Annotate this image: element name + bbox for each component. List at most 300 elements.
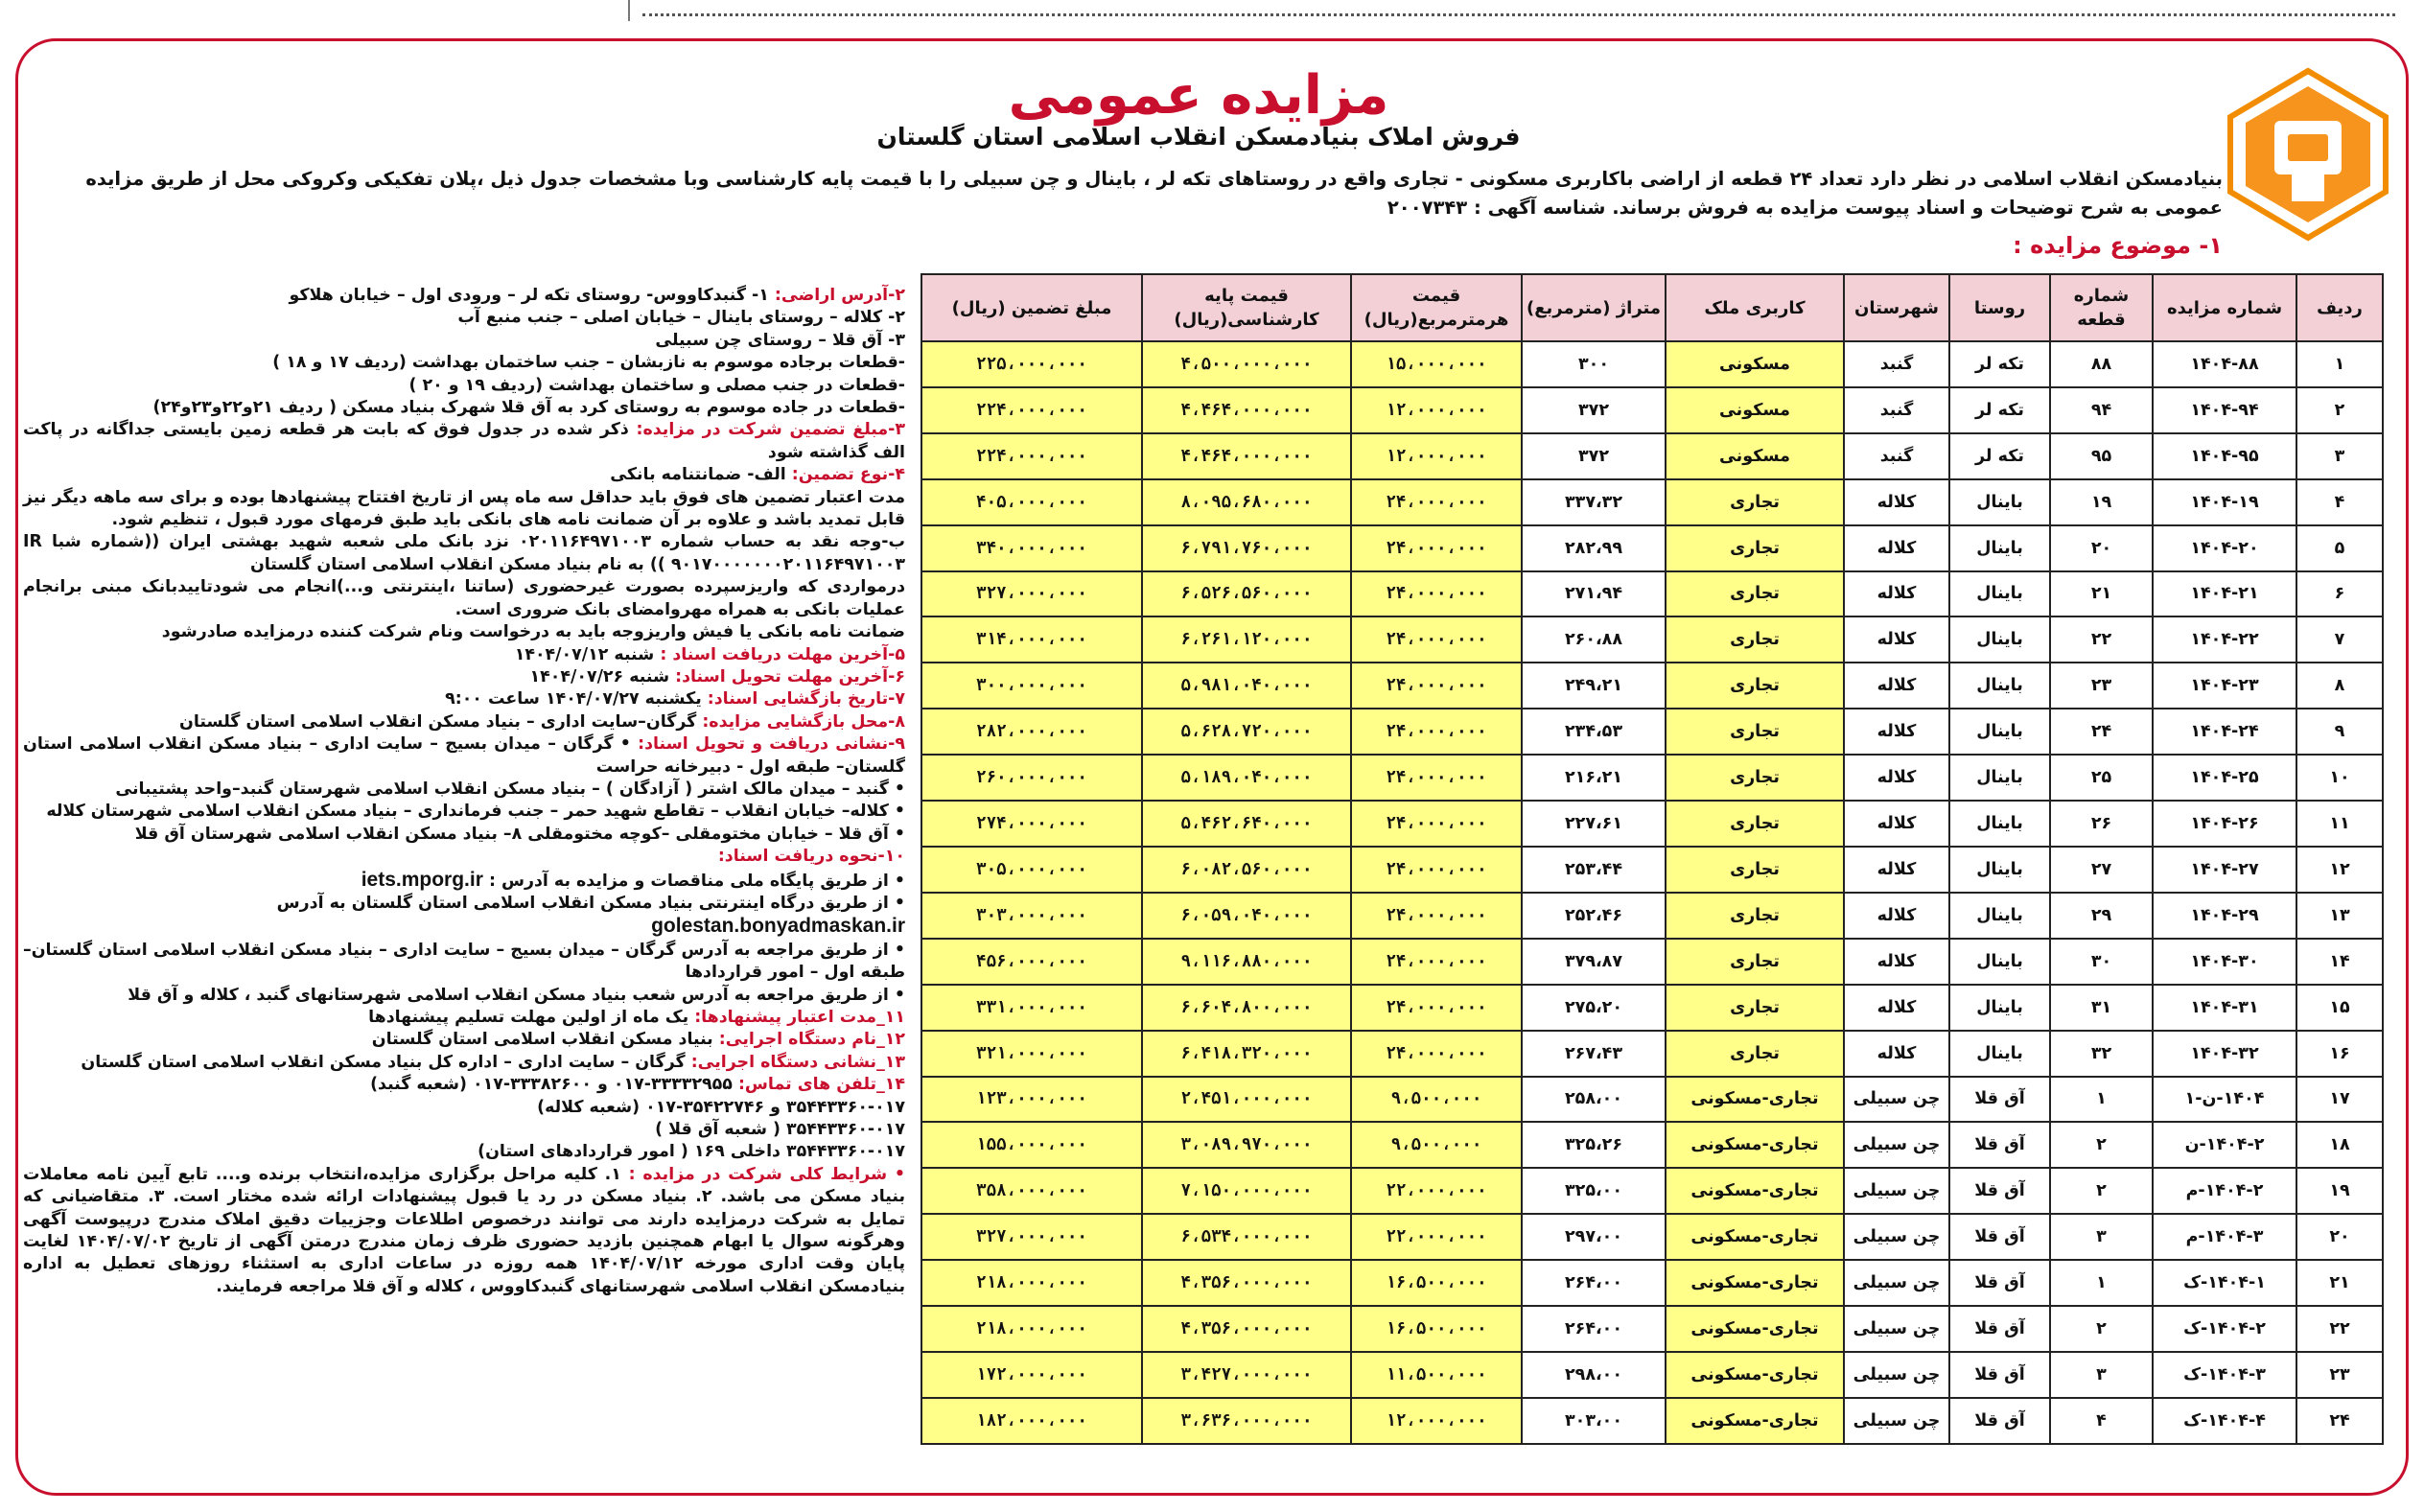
table-cell: ۳۲۷،۰۰۰،۰۰۰ xyxy=(921,571,1142,617)
table-cell: ۶،۰۵۹،۰۴۰،۰۰۰ xyxy=(1142,893,1351,939)
table-cell: ۳۰۰،۰۰۰،۰۰۰ xyxy=(921,663,1142,709)
table-cell: تجاری-مسکونی xyxy=(1666,1214,1844,1260)
table-cell: باینال xyxy=(1949,801,2050,847)
table-row xyxy=(921,985,2383,1031)
table-cell: ۶،۶۰۴،۸۰۰،۰۰۰ xyxy=(1142,985,1351,1031)
table-cell: کلاله xyxy=(1844,571,1949,617)
table-cell: تجاری-مسکونی xyxy=(1666,1122,1844,1168)
table-cell: گنبد xyxy=(1844,433,1949,479)
table-cell: ۴ xyxy=(2050,1398,2153,1444)
table-cell: ۲۱ xyxy=(2050,571,2153,617)
condition-item xyxy=(23,487,905,532)
table-cell: ۲۲۵،۰۰۰،۰۰۰ xyxy=(921,341,1142,387)
table-cell: ۲۰ xyxy=(2296,1214,2383,1260)
condition-item xyxy=(23,375,905,397)
condition-text: یکشنبه ۱۴۰۴/۰۷/۲۷ ساعت ۹:۰۰ xyxy=(445,689,708,709)
condition-heading: ۷-تاریخ بازگشایی اسناد: xyxy=(707,689,905,709)
table-row xyxy=(921,709,2383,755)
table-row xyxy=(921,939,2383,985)
table-cell: ۲ xyxy=(2050,1306,2153,1352)
table-cell: آق قلا xyxy=(1949,1260,2050,1306)
condition-item xyxy=(23,1097,905,1119)
table-cell: ۸ xyxy=(2296,663,2383,709)
table-cell: ۲۴ xyxy=(2050,709,2153,755)
condition-text: • گنبد – میدان مالک اشتر ( آزادگان ) – بنیاد مسکن انقلاب اسلامی شهرستان گنبد–واحد پشتیبانی xyxy=(115,779,905,799)
table-cell: ۳۴۰،۰۰۰،۰۰۰ xyxy=(921,525,1142,571)
condition-item xyxy=(23,352,905,374)
condition-text: ب-وجه نقد به حساب شماره ۰۲۰۱۱۶۴۹۷۱۰۰۳ نزد بانک ملی شعبه شهید بهشتی ایران ((شماره شبا IR ۹۰۱۷۰۰۰۰۰۰۰۲۰۱۱۶۴۹۷۱۰۰۳ )) به نام بنیاد مسکن انقلاب اسلامی استان گلستان xyxy=(23,532,905,574)
column-header: متراژ (مترمربع) xyxy=(1522,274,1666,341)
condition-item xyxy=(23,531,905,576)
table-cell: ۱۴۰۴-۲۳ xyxy=(2153,663,2296,709)
table-cell: ۱۴۰۴-۳۰ xyxy=(2153,939,2296,985)
table-cell: چن سبیلی xyxy=(1844,1214,1949,1260)
table-cell: ۱۴۰۴-۲-ن xyxy=(2153,1122,2296,1168)
table-cell: ۲۵ xyxy=(2050,755,2153,801)
table-cell: ۲۳ xyxy=(2050,663,2153,709)
table-cell: ۳۷۹،۸۷ xyxy=(1522,939,1666,985)
table-cell: آق قلا xyxy=(1949,1168,2050,1214)
table-cell: تجاری xyxy=(1666,709,1844,755)
table-cell: چن سبیلی xyxy=(1844,1398,1949,1444)
column-header: مبلغ تضمین (ریال) xyxy=(921,274,1142,341)
subject-heading: ۱- موضوع مزایده : xyxy=(2013,232,2223,259)
table-row xyxy=(921,663,2383,709)
table-cell: چن سبیلی xyxy=(1844,1352,1949,1398)
condition-text: ۳۵۴۴۳۳۶۰-۰۱۷ ( شعبه آق قلا ) xyxy=(655,1120,905,1140)
table-cell: تجاری-مسکونی xyxy=(1666,1260,1844,1306)
table-cell: ۱۴۰۴-۲۴ xyxy=(2153,709,2296,755)
table-cell: تکه لر xyxy=(1949,341,2050,387)
column-header: ردیف xyxy=(2296,274,2383,341)
table-cell: ۹،۵۰۰،۰۰۰ xyxy=(1351,1077,1522,1123)
table-cell: باینال xyxy=(1949,847,2050,893)
table-cell: چن سبیلی xyxy=(1844,1122,1949,1168)
page-title: مزایده عمومی xyxy=(1008,64,1389,127)
table-cell: ۲۶۰،۰۰۰،۰۰۰ xyxy=(921,755,1142,801)
table-cell: چن سبیلی xyxy=(1844,1306,1949,1352)
table-cell: ۹۴ xyxy=(2050,387,2153,433)
condition-item xyxy=(23,1029,905,1051)
table-cell: ۱۷۲،۰۰۰،۰۰۰ xyxy=(921,1352,1142,1398)
condition-item xyxy=(23,307,905,329)
table-cell: باینال xyxy=(1949,663,2050,709)
condition-item xyxy=(23,419,905,464)
table-cell: تجاری xyxy=(1666,663,1844,709)
table-cell: باینال xyxy=(1949,755,2050,801)
condition-item xyxy=(23,576,905,621)
table-row xyxy=(921,387,2383,433)
table-cell: ۱۵،۰۰۰،۰۰۰ xyxy=(1351,341,1522,387)
table-cell: ۲۴،۰۰۰،۰۰۰ xyxy=(1351,847,1522,893)
table-cell: ۲۴،۰۰۰،۰۰۰ xyxy=(1351,709,1522,755)
condition-heading: ۸-محل بازگشایی مزایده: xyxy=(702,711,905,732)
condition-item xyxy=(23,1052,905,1074)
table-cell: ۳۰۳،۰۰۰،۰۰۰ xyxy=(921,893,1142,939)
condition-item xyxy=(23,644,905,666)
table-body xyxy=(921,341,2383,1444)
table-cell: ۲ xyxy=(2050,1168,2153,1214)
table-cell: ۲۵۲،۴۶ xyxy=(1522,893,1666,939)
table-cell: ۲۹۸،۰۰ xyxy=(1522,1352,1666,1398)
condition-item xyxy=(23,711,905,733)
table-cell: ۸۸ xyxy=(2050,341,2153,387)
column-header: روستا xyxy=(1949,274,2050,341)
condition-text: ۱. کلیه مراحل برگزاری مزایده،انتخاب برنده و.... تابع آیین نامه معاملات بنیاد مسکن می باشد. ۲. بنیاد مسکن در رد یا قبول پیشنهادات ارائه شده مختار است. ۳. متقاضیانی که تمایل به شرکت درمزایده دارند می توانند درخصوص اطلاعات وجزییات دقیق املاک مندرج درپیوست آگهی وهرگونه سوال یا ابهام همچنین بازدید حضوری ظرف زمان مندرج درمتن آگهی از تاریخ ۱۴۰۴/۰۷/۰۲ لغایت پایان وقت اداری مورخه ۱۴۰۴/۰۷/۱۲ همه روزه در ساعات اداری به استثناء روزهای تعطیل به اداره بنیادمسکن انقلاب اسلامی شهرستانهای گنبدکاووس ، کلاله و آق قلا مراجعه فرمایند. xyxy=(23,1164,905,1296)
table-row xyxy=(921,847,2383,893)
table-cell: تجاری xyxy=(1666,801,1844,847)
table-cell: باینال xyxy=(1949,479,2050,525)
table-cell: ۲۶۷،۴۳ xyxy=(1522,1031,1666,1077)
condition-text: -قطعات در جنب مصلی و ساختمان بهداشت (ردیف ۱۹ و ۲۰ ) xyxy=(408,375,905,395)
table-cell: کلاله xyxy=(1844,893,1949,939)
table-cell: ۵،۹۸۱،۰۴۰،۰۰۰ xyxy=(1142,663,1351,709)
table-cell: ۱۹ xyxy=(2296,1168,2383,1214)
table-cell: ۲۴،۰۰۰،۰۰۰ xyxy=(1351,616,1522,663)
table-cell: ۳۷۲ xyxy=(1522,433,1666,479)
table-cell: چن سبیلی xyxy=(1844,1260,1949,1306)
condition-text: ذکر شده در جدول فوق که بابت هر قطعه زمین بایستی جداگانه در پاکت الف گذاشته شود xyxy=(23,420,905,462)
table-cell: تجاری-مسکونی xyxy=(1666,1306,1844,1352)
table-cell: ۴،۵۰۰،۰۰۰،۰۰۰ xyxy=(1142,341,1351,387)
table-cell: ۳۲۵،۲۶ xyxy=(1522,1122,1666,1168)
table-cell: ۴،۴۶۴،۰۰۰،۰۰۰ xyxy=(1142,387,1351,433)
column-header: شماره قطعه xyxy=(2050,274,2153,341)
table-cell: ۲۹۷،۰۰ xyxy=(1522,1214,1666,1260)
table-cell: ۲۱۸،۰۰۰،۰۰۰ xyxy=(921,1306,1142,1352)
condition-heading: ۳-مبلغ تضمین شرکت در مزایده: xyxy=(636,420,906,440)
table-cell: ۳۰۰ xyxy=(1522,341,1666,387)
table-cell: ۲۴،۰۰۰،۰۰۰ xyxy=(1351,893,1522,939)
table-cell: ۱۲۳،۰۰۰،۰۰۰ xyxy=(921,1077,1142,1123)
table-cell: ۴،۳۵۶،۰۰۰،۰۰۰ xyxy=(1142,1260,1351,1306)
condition-item xyxy=(23,1007,905,1029)
top-separator xyxy=(628,0,630,21)
condition-text: ۳- آق قلا – روستای چن سبیلی xyxy=(655,330,905,350)
table-cell: ۶،۰۸۲،۵۶۰،۰۰۰ xyxy=(1142,847,1351,893)
table-cell: ۱۴۰۴-۹۴ xyxy=(2153,387,2296,433)
condition-heading: ۱۴_تلفن های تماس: xyxy=(737,1075,905,1095)
table-cell: ۳۰ xyxy=(2050,939,2153,985)
table-row xyxy=(921,1122,2383,1168)
condition-text: ۲- کلاله – روستای باینال – خیابان اصلی – جنب منبع آب xyxy=(457,308,905,328)
table-row xyxy=(921,479,2383,525)
table-cell: تجاری xyxy=(1666,616,1844,663)
condition-heading: ۴-نوع تضمین: xyxy=(791,465,905,485)
condition-heading: ۱۱_مدت اعتبار پیشنهادها: xyxy=(694,1008,905,1027)
condition-text: الف- ضمانتنامه بانکی xyxy=(610,465,792,485)
table-cell: مسکونی xyxy=(1666,387,1844,433)
condition-text: -قطعات در جاده موسوم به روستای کرد به آق قلا شهرک بنیاد مسکن ( ردیف ۲۱و۲۲و۲۳و۲۴) xyxy=(152,398,905,418)
table-cell: ۶،۲۶۱،۱۲۰،۰۰۰ xyxy=(1142,616,1351,663)
table-cell: ۲۳۴،۵۳ xyxy=(1522,709,1666,755)
table-cell: ۱۸ xyxy=(2296,1122,2383,1168)
condition-item xyxy=(23,1074,905,1096)
condition-text: • کلاله– خیابان انقلاب – تقاطع شهید حمر – جنب فرمانداری – بنیاد مسکن انقلاب اسلامی شهرستان کلاله xyxy=(46,802,905,822)
table-cell: ۲۲،۰۰۰،۰۰۰ xyxy=(1351,1168,1522,1214)
table-cell: ۳۱۴،۰۰۰،۰۰۰ xyxy=(921,616,1142,663)
condition-item xyxy=(23,824,905,846)
table-cell: ۷ xyxy=(2296,616,2383,663)
column-header: شماره مزایده xyxy=(2153,274,2296,341)
condition-text: ۳۳۳۳۲۹۵۵-۰۱۷ و ۳۳۳۸۲۶۰۰-۰۱۷ (شعبه گنبد) xyxy=(370,1075,738,1095)
table-cell: گنبد xyxy=(1844,387,1949,433)
condition-item xyxy=(23,846,905,868)
table-cell: تجاری xyxy=(1666,755,1844,801)
table-cell: ۱۴۰۴-۴-ک xyxy=(2153,1398,2296,1444)
table-cell: ۷،۱۵۰،۰۰۰،۰۰۰ xyxy=(1142,1168,1351,1214)
table-cell: کلاله xyxy=(1844,985,1949,1031)
table-cell: ۱۴۰۴-۲۶ xyxy=(2153,801,2296,847)
table-cell: ۱۴۰۴-۲۵ xyxy=(2153,755,2296,801)
table-cell: باینال xyxy=(1949,893,2050,939)
table-cell: ۲۷۴،۰۰۰،۰۰۰ xyxy=(921,801,1142,847)
condition-text: مدت اعتبار تضمین های فوق باید حداقل سه ماه پس از تاریخ افتتاح پیشنهادها بوده و برای سه ماهه دیگر نیز قابل تمدید باشد و علاوه بر آن ضمانت نامه های بانکی باید طبق فرمهای مورد قبول ، تنظیم شود. xyxy=(23,487,905,530)
table-cell: ۱۴۰۴-۲۱ xyxy=(2153,571,2296,617)
condition-text: • از طریق مراجعه به آدرس شعب بنیاد مسکن انقلاب اسلامی شهرستانهای گنبد ، کلاله و آق قلا xyxy=(128,985,905,1005)
table-cell: آق قلا xyxy=(1949,1398,2050,1444)
table-cell: ۳۱ xyxy=(2050,985,2153,1031)
intro-paragraph: بنیادمسکن انقلاب اسلامی در نظر دارد تعداد ۲۴ قطعه از اراضی باکاربری مسکونی - تجاری واقع در روستاهای تکه لر ، باینال و چن سبیلی را با قیمت پایه کارشناسی وبا مشخصات جدول ذیل ،پلان تفکیکی وکروکی محل از طریق مزایده عمومی به شرح توضیحات و اسناد پیوست مزایده به فروش برساند. شناسه آگهی : ۲۰۰۷۳۴۳ xyxy=(85,168,2223,219)
condition-text: ۳۵۴۴۳۳۶۰-۰۱۷ و ۳۵۴۲۲۷۴۶-۰۱۷ (شعبه کلاله) xyxy=(537,1097,905,1117)
house-logo xyxy=(2223,65,2393,247)
table-cell: ۲۴ xyxy=(2296,1398,2383,1444)
table-cell: ۱۶،۵۰۰،۰۰۰ xyxy=(1351,1260,1522,1306)
table-cell: ۱ xyxy=(2296,341,2383,387)
table-cell: ۱۲ xyxy=(2296,847,2383,893)
table-cell: ۱۴۰۴-۲۰ xyxy=(2153,525,2296,571)
table-cell: آق قلا xyxy=(1949,1122,2050,1168)
table-cell: ۱۴۰۴-۱۹ xyxy=(2153,479,2296,525)
table-cell: ۱۴۰۴-۳۲ xyxy=(2153,1031,2296,1077)
table-row xyxy=(921,1214,2383,1260)
table-cell: ۲۲ xyxy=(2296,1306,2383,1352)
condition-item xyxy=(23,330,905,352)
table-cell: ۱ xyxy=(2050,1260,2153,1306)
table-cell: ۸،۰۹۵،۶۸۰،۰۰۰ xyxy=(1142,479,1351,525)
table-cell: ۶ xyxy=(2296,571,2383,617)
table-cell: ۲۹ xyxy=(2050,893,2153,939)
condition-item xyxy=(23,915,905,939)
column-header: شهرستان xyxy=(1844,274,1949,341)
table-cell: ۹ xyxy=(2296,709,2383,755)
table-cell: ۶،۷۹۱،۷۶۰،۰۰۰ xyxy=(1142,525,1351,571)
condition-heading: ۲-آدرس اراضی: xyxy=(774,286,905,305)
condition-item xyxy=(23,1119,905,1141)
table-cell: باینال xyxy=(1949,985,2050,1031)
table-cell: ۲ xyxy=(2050,1122,2153,1168)
table-cell: ۱۶ xyxy=(2296,1031,2383,1077)
table-cell: ۲۴،۰۰۰،۰۰۰ xyxy=(1351,571,1522,617)
condition-text: • از طریق مراجعه به آدرس گرگان – میدان بسیج – سایت اداری – بنیاد مسکن انقلاب اسلامی استان گلستان– طبقه اول – امور قراردادها xyxy=(23,940,905,983)
table-cell: ۲۴،۰۰۰،۰۰۰ xyxy=(1351,755,1522,801)
table-cell: تجاری xyxy=(1666,1031,1844,1077)
table-cell: تکه لر xyxy=(1949,387,2050,433)
auction-table xyxy=(921,273,2384,1445)
condition-heading: ۱۰-نحوه دریافت اسناد: xyxy=(717,847,905,867)
table-cell: کلاله xyxy=(1844,801,1949,847)
table-cell: ۲۲۷،۶۱ xyxy=(1522,801,1666,847)
condition-item xyxy=(23,985,905,1007)
condition-text: ۳۵۴۴۳۳۶۰-۰۱۷ داخلی ۱۶۹ ( امور قراردادهای استان) xyxy=(478,1142,905,1162)
table-cell: باینال xyxy=(1949,1031,2050,1077)
table-cell: ۱۴۰۴-۳۱ xyxy=(2153,985,2296,1031)
table-cell: ۲۴،۰۰۰،۰۰۰ xyxy=(1351,939,1522,985)
condition-heading: ۱۲_نام دستگاه اجرایی: xyxy=(718,1030,905,1050)
table-cell: ۳۲۷،۰۰۰،۰۰۰ xyxy=(921,1214,1142,1260)
table-cell: ۱۴۰۴-۹۵ xyxy=(2153,433,2296,479)
table-cell: کلاله xyxy=(1844,1031,1949,1077)
condition-heading: ۱۳_نشانی دستگاه اجرایی: xyxy=(690,1052,905,1072)
table-cell: ۲۶ xyxy=(2050,801,2153,847)
table-cell: ۳ xyxy=(2050,1214,2153,1260)
table-cell: باینال xyxy=(1949,939,2050,985)
table-cell: ۲۱۸،۰۰۰،۰۰۰ xyxy=(921,1260,1142,1306)
table-cell: تجاری xyxy=(1666,847,1844,893)
condition-item xyxy=(23,1164,905,1298)
table-row xyxy=(921,755,2383,801)
table-cell: ۳۰۵،۰۰۰،۰۰۰ xyxy=(921,847,1142,893)
condition-text: درمواردی که واریزسپرده بصورت غیرحضوری (ساتنا ،اینترنتی و...)انجام می شودتاییدبانک مبنی برانجام عملیات بانکی به همراه مهروامضای بانک ضروری است. xyxy=(23,577,905,619)
top-border xyxy=(0,0,2424,29)
table-cell: ۲۶۴،۰۰ xyxy=(1522,1306,1666,1352)
table-cell: ۳۰۳،۰۰ xyxy=(1522,1398,1666,1444)
table-cell: کلاله xyxy=(1844,616,1949,663)
condition-item xyxy=(23,940,905,985)
table-cell: ۵،۶۲۸،۷۲۰،۰۰۰ xyxy=(1142,709,1351,755)
table-cell: ۲۱۶،۲۱ xyxy=(1522,755,1666,801)
table-cell: مسکونی xyxy=(1666,433,1844,479)
condition-item xyxy=(23,621,905,643)
table-cell: ۲۸۲،۰۰۰،۰۰۰ xyxy=(921,709,1142,755)
table-cell: ۴۵۶،۰۰۰،۰۰۰ xyxy=(921,939,1142,985)
table-cell: آق قلا xyxy=(1949,1214,2050,1260)
table-cell: ۵،۴۶۲،۶۴۰،۰۰۰ xyxy=(1142,801,1351,847)
condition-heading: ۵-آخرین مهلت دریافت اسناد : xyxy=(660,644,905,664)
table-cell: مسکونی xyxy=(1666,341,1844,387)
table-row xyxy=(921,525,2383,571)
table-cell: ۲۱ xyxy=(2296,1260,2383,1306)
table-row xyxy=(921,571,2383,617)
table-cell: ۳،۶۳۶،۰۰۰،۰۰۰ xyxy=(1142,1398,1351,1444)
condition-heading: ۶-آخرین مهلت تحویل اسناد: xyxy=(675,666,905,686)
table-row xyxy=(921,1260,2383,1306)
table-cell: ۲۴،۰۰۰،۰۰۰ xyxy=(1351,479,1522,525)
top-dotted-line xyxy=(642,13,2395,16)
table-cell: کلاله xyxy=(1844,939,1949,985)
table-cell: تجاری xyxy=(1666,479,1844,525)
condition-item xyxy=(23,733,905,779)
table-cell: باینال xyxy=(1949,616,2050,663)
table-cell: ۶،۴۱۸،۳۲۰،۰۰۰ xyxy=(1142,1031,1351,1077)
table-header-row xyxy=(921,274,2383,341)
table-cell: ۲۵۳،۴۴ xyxy=(1522,847,1666,893)
table-cell: ۱ xyxy=(2050,1077,2153,1123)
table-cell: ۲۴،۰۰۰،۰۰۰ xyxy=(1351,1031,1522,1077)
condition-item xyxy=(23,1141,905,1163)
table-cell: ۹،۱۱۶،۸۸۰،۰۰۰ xyxy=(1142,939,1351,985)
table-cell: ۳۷۲ xyxy=(1522,387,1666,433)
table-cell: ۲۴،۰۰۰،۰۰۰ xyxy=(1351,985,1522,1031)
table-row xyxy=(921,1168,2383,1214)
table-cell: ۱۰ xyxy=(2296,755,2383,801)
table-row xyxy=(921,1306,2383,1352)
table-cell: ۳۲۱،۰۰۰،۰۰۰ xyxy=(921,1031,1142,1077)
table-cell: کلاله xyxy=(1844,525,1949,571)
table-cell: ۴،۴۶۴،۰۰۰،۰۰۰ xyxy=(1142,433,1351,479)
table-cell: تجاری xyxy=(1666,939,1844,985)
table-row xyxy=(921,1352,2383,1398)
table-cell: ۲۲۴،۰۰۰،۰۰۰ xyxy=(921,387,1142,433)
condition-item xyxy=(23,688,905,710)
table-cell: ۱۲،۰۰۰،۰۰۰ xyxy=(1351,387,1522,433)
table-cell: ۱۴ xyxy=(2296,939,2383,985)
table-row xyxy=(921,341,2383,387)
table-cell: ۱۲،۰۰۰،۰۰۰ xyxy=(1351,1398,1522,1444)
condition-text: گرگان – سایت اداری – اداره کل بنیاد مسکن انقلاب اسلامی استان گلستان xyxy=(81,1052,691,1072)
table-row xyxy=(921,1398,2383,1444)
table-cell: ۱۴۰۴-۳-م xyxy=(2153,1214,2296,1260)
table-cell: ۶،۵۲۶،۵۶۰،۰۰۰ xyxy=(1142,571,1351,617)
table-cell: ۱۴۰۴-۲۲ xyxy=(2153,616,2296,663)
table-cell: ۱۴۰۴-۲-م xyxy=(2153,1168,2296,1214)
table-cell: ۳،۰۸۹،۹۷۰،۰۰۰ xyxy=(1142,1122,1351,1168)
condition-text: ۱- گنبدکاووس- روستای تکه لر – ورودی اول – خیابان هلاکو xyxy=(289,286,775,305)
table-cell: ۳،۴۲۷،۰۰۰،۰۰۰ xyxy=(1142,1352,1351,1398)
table-cell: ۲۲ xyxy=(2050,616,2153,663)
table-cell: ۲۶۰،۸۸ xyxy=(1522,616,1666,663)
condition-item xyxy=(23,285,905,307)
table-cell: تجاری xyxy=(1666,985,1844,1031)
web-address[interactable]: iets.mporg.ir xyxy=(361,868,483,891)
condition-heading: • شرایط کلی شرکت در مزایده : xyxy=(628,1164,905,1184)
condition-text: ضمانت نامه بانکی یا فیش واریزوجه باید به درخواست ونام شرکت کننده درمزایده صادرشود xyxy=(161,622,905,642)
table-cell: چن سبیلی xyxy=(1844,1077,1949,1123)
table-cell: کلاله xyxy=(1844,755,1949,801)
table-cell: ۲۶۴،۰۰ xyxy=(1522,1260,1666,1306)
table-cell: ۱۲،۰۰۰،۰۰۰ xyxy=(1351,433,1522,479)
table-cell: تجاری xyxy=(1666,525,1844,571)
table-cell: ۴،۳۵۶،۰۰۰،۰۰۰ xyxy=(1142,1306,1351,1352)
column-header: قیمت هرمترمربع(ریال) xyxy=(1351,274,1522,341)
condition-item xyxy=(23,801,905,823)
table-cell: آق قلا xyxy=(1949,1306,2050,1352)
condition-text: شنبه ۱۴۰۴/۰۷/۲۶ xyxy=(529,666,676,686)
table-row xyxy=(921,893,2383,939)
table-cell: ۲۲۴،۰۰۰،۰۰۰ xyxy=(921,433,1142,479)
table-cell: ۲،۴۵۱،۰۰۰،۰۰۰ xyxy=(1142,1077,1351,1123)
table-cell: ۲ xyxy=(2296,387,2383,433)
table-cell: تجاری-مسکونی xyxy=(1666,1077,1844,1123)
table-cell: ۲۴،۰۰۰،۰۰۰ xyxy=(1351,525,1522,571)
condition-text: • از طریق درگاه اینترنتی بنیاد مسکن انقلاب اسلامی استان گلستان به آدرس xyxy=(276,893,905,913)
condition-item xyxy=(23,893,905,915)
table-cell: ۱۴۰۴-۱-ک xyxy=(2153,1260,2296,1306)
condition-text: بنیاد مسکن انقلاب اسلامی استان گلستان xyxy=(371,1030,719,1050)
condition-item xyxy=(23,666,905,688)
condition-text: • گرگان – میدان بسیج – سایت اداری – بنیاد مسکن انقلاب اسلامی استان گلستان– طبقه اول - دبیرخانه حراست xyxy=(23,734,905,777)
table-cell: کلاله xyxy=(1844,847,1949,893)
table-cell: تجاری-مسکونی xyxy=(1666,1168,1844,1214)
condition-heading: ۹-نشانی دریافت و تحویل اسناد: xyxy=(638,734,906,755)
table-cell: ۳۳۱،۰۰۰،۰۰۰ xyxy=(921,985,1142,1031)
web-address[interactable]: golestan.bonyadmaskan.ir xyxy=(651,915,905,938)
table-row xyxy=(921,1031,2383,1077)
condition-text: یک ماه از اولین مهلت تسلیم پیشنهادها xyxy=(368,1008,695,1027)
table-cell: باینال xyxy=(1949,525,2050,571)
table-cell: تجاری xyxy=(1666,571,1844,617)
table-cell: ۳۵۸،۰۰۰،۰۰۰ xyxy=(921,1168,1142,1214)
